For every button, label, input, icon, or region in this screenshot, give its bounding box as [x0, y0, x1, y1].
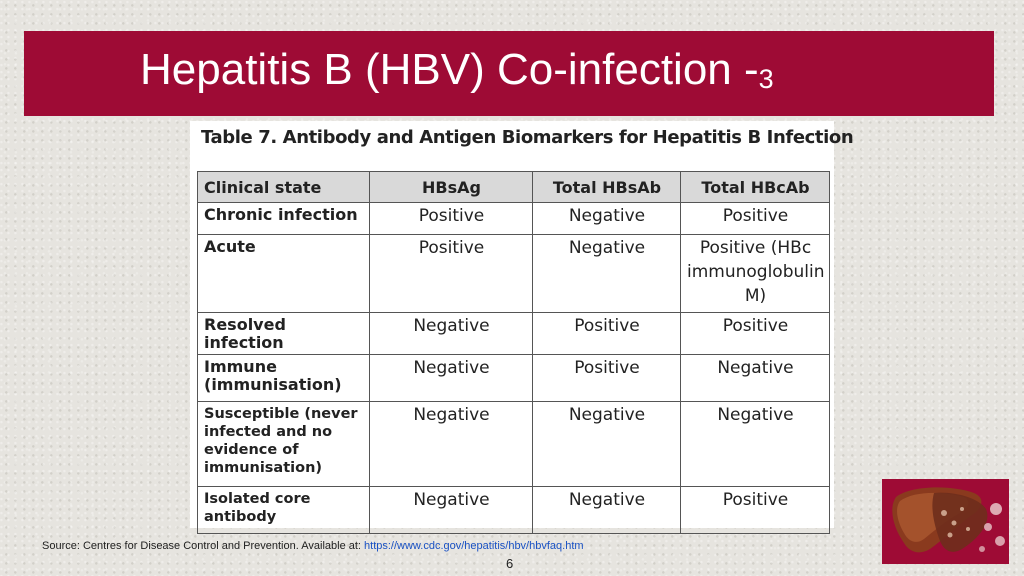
header-total-hbsab: Total HBsAb: [533, 172, 681, 203]
row-hbsab: Positive: [533, 313, 681, 355]
row-hbcab: Negative: [681, 355, 830, 402]
row-state: Chronic infection: [198, 203, 370, 235]
row-hbsag: Positive: [370, 235, 533, 313]
row-hbsab: Positive: [533, 355, 681, 402]
title-subscript: 3: [758, 64, 774, 94]
row-hbcab: Positive: [681, 487, 830, 534]
biomarker-table: [197, 171, 830, 534]
source-citation: [42, 540, 584, 552]
row-state: Acute: [198, 235, 370, 313]
row-hbcab: Negative: [681, 402, 830, 487]
table-row: [198, 235, 830, 313]
header-clinical-state: Clinical state: [198, 172, 370, 203]
row-hbsag: Negative: [370, 402, 533, 487]
header-total-hbcab: Total HBcAb: [681, 172, 830, 203]
row-state: Resolved infection: [198, 313, 370, 355]
row-hbsab: Negative: [533, 203, 681, 235]
liver-image: [882, 479, 1009, 564]
table-caption: Table 7. Antibody and Antigen Biomarkers for Hepatitis B Infection: [201, 127, 854, 148]
slide-title: [140, 45, 774, 95]
header-hbsag: HBsAg: [370, 172, 533, 203]
row-hbsab: Negative: [533, 235, 681, 313]
row-hbsab: Negative: [533, 402, 681, 487]
row-hbsag: Positive: [370, 203, 533, 235]
table-row: [198, 487, 830, 534]
row-state: Immune (immunisation): [198, 355, 370, 402]
row-hbcab: Positive: [681, 203, 830, 235]
slide-title-text: Hepatitis B (HBV) Co-infection -: [140, 45, 759, 94]
row-hbsag: Negative: [370, 487, 533, 534]
table-row: [198, 203, 830, 235]
table-row: [198, 402, 830, 487]
table-header-row: [198, 172, 830, 203]
row-hbcab: Positive: [681, 313, 830, 355]
title-bar: [24, 31, 994, 116]
row-hbsag: Negative: [370, 313, 533, 355]
row-hbsab: Negative: [533, 487, 681, 534]
biomarker-table-panel: [190, 121, 854, 528]
row-hbcab: Positive (HBc immunoglobulin M): [681, 235, 830, 313]
row-hbsag: Negative: [370, 355, 533, 402]
source-link[interactable]: https://www.cdc.gov/hepatitis/hbv/hbvfaq.htm: [364, 540, 584, 552]
row-state: Susceptible (never infected and no evidence of immunisation): [198, 402, 370, 487]
source-text: Source: Centres for Disease Control and Prevention. Available at:: [42, 540, 365, 552]
page-number: 6: [506, 556, 514, 571]
liver-illustration-icon: [882, 479, 1009, 564]
table-row: [198, 355, 830, 402]
row-state: Isolated core antibody: [198, 487, 370, 534]
table-row: [198, 313, 830, 355]
